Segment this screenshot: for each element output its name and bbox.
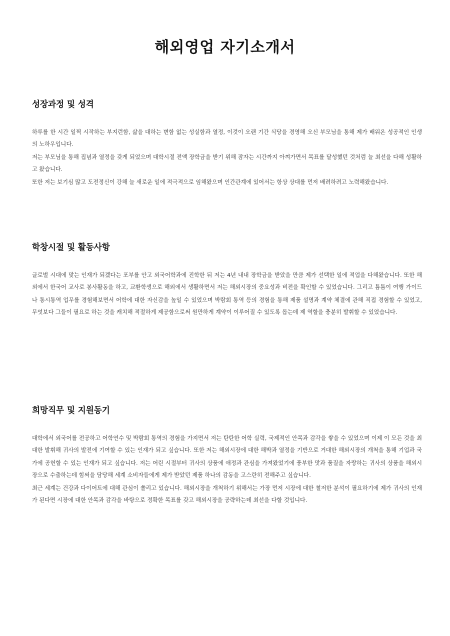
section-body bbox=[32, 433, 422, 507]
paragraph: 하루를 한 시간 일찍 시작하는 부지런함, 삶을 대하는 변함 없는 성실함과 열정, 이것이 오랜 기간 식당을 경영해 오신 부모님을 통해 제가 배워온 성공적인 인생의 노하우입니다. bbox=[32, 130, 422, 149]
section-desired-job-motivation bbox=[32, 404, 422, 507]
document-title: 해외영업 자기소개서 bbox=[154, 38, 296, 56]
section-growth-personality bbox=[32, 98, 422, 189]
section-heading: 성장과정 및 성격 bbox=[32, 99, 94, 109]
section-body bbox=[32, 270, 422, 320]
section-school-activities bbox=[32, 241, 422, 320]
section-body bbox=[32, 127, 422, 189]
paragraph: 또한 저는 보기심 많고 도전정신이 강해 늘 새로운 일에 적극적으로 임해왔으며 인간관계에 있어서는 항상 상대를 먼저 배려하려고 노력해왔습니다. bbox=[32, 179, 389, 186]
section-heading: 학창시절 및 활동사항 bbox=[32, 242, 110, 252]
paragraph: 대학에서 외국어를 전공하고 어학연수 및 박람회 통역의 경험을 가지면서 저는 탄탄한 어학 실력, 국제적인 안목과 감각을 쌓을 수 있었으며 이제 이 모든 것을 최대한 발휘해 귀사의 발전에 기여할 수 있는 인재가 되고 싶습니다. 또한 저는 해외시장에 대한 해박과 열정을 기반으로 거대한 해외시장의 개척을 통해 기업과 국가에 공헌할 수 있는 인재가 되고 싶습니다. 저는 어린 시절부터 귀사의 상품에 애정과 관심을 가져왔었기에 풍부한 맛과 품질을 자랑하는 귀사의 상품을 해외시장으로 수출하는데 힘써을 담당해 세계 소비자들에게 제가 받았던 제품 하나의 감동을 고스란히 전해주고 싶습니다. bbox=[32, 436, 422, 480]
paragraph: 저는 부모님을 통해 집념과 열정을 갖게 되었으며 대학시절 전액 장학금을 받기 위해 잠자는 시간까지 아껴가면서 목표를 달성했던 것처럼 늘 최선을 다해 성활하고 왔습니다. bbox=[32, 154, 422, 174]
section-heading: 희망직무 및 지원동기 bbox=[32, 405, 110, 415]
paragraph: 최근 세계는 건강과 다이어트에 대해 관심이 쏠리고 있습니다. 해외시장을 개척하기 위해서는 가장 먼저 시장에 대한 철저한 분석이 필요하기에 제가 귀사의 인재가 된다면 시장에 대한 안목과 감각을 바탕으로 정확한 목표를 갖고 해외시장을 공략하는데 최선을 다할 것입니다. bbox=[32, 485, 422, 505]
paragraph: 글로벌 시대에 맞는 인재가 되겠다는 포부를 안고 외국어학과에 진학한 뒤 저는 4년 내내 장학금을 받았을 만큼 제가 선택한 일에 적업을 다해왔습니다. 또한 해외에서 한국어 교사로 봉사활동을 하고, 교환학생으로 해외에서 생활하면서 저는 해외시장의 중요성과 비전을 확인할 수 있었습니다. 그리고 틈틈이 여행 가이드나 통시통역 업무를 경험해보면서 어학에 대한 자신감을 높일 수 있었으며 박람회 통역 등의 경험을 통해 제품 설명과 계약 체결에 관해 직접 경험할 수 있었고, 무엇보다 그들이 필요로 하는 것을 캐치해 적절하게 제공함으로써 원만하게 계약이 이루어질 수 있도록 돕는데 제 역할을 충분히 발휘할 수 있었습니다. bbox=[32, 273, 422, 317]
